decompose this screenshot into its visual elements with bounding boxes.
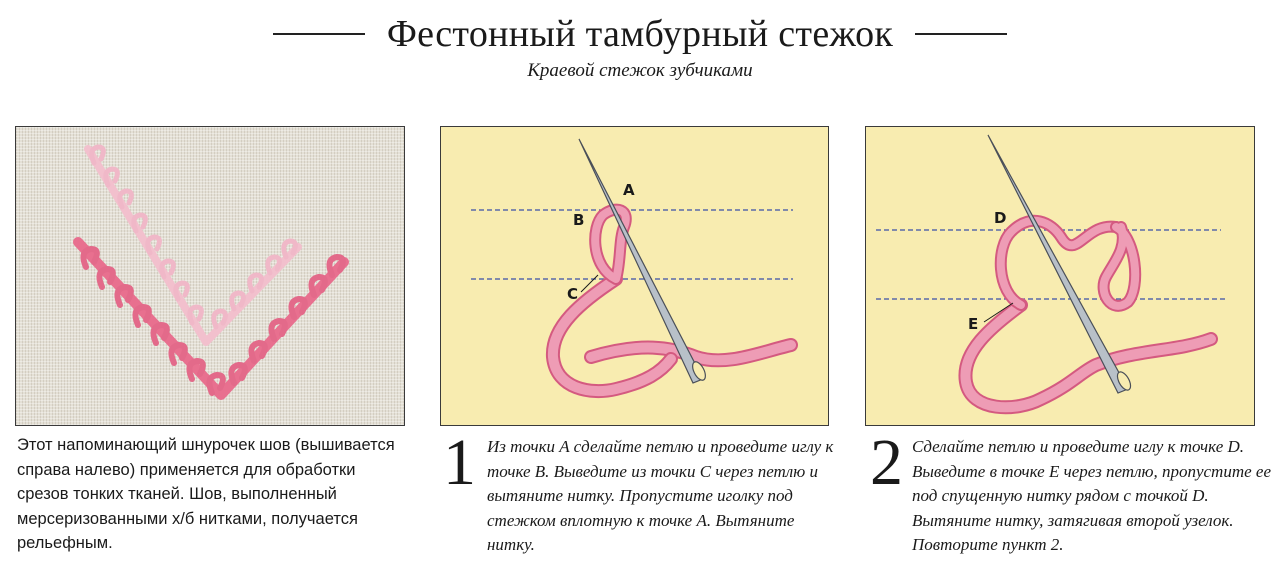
step1-diagram-image <box>441 127 829 426</box>
embroidery-photo-image <box>16 127 405 426</box>
step1-diagram <box>440 126 829 426</box>
step-number: 2 <box>870 426 903 499</box>
page-title: Фестонный тамбурный стежок <box>386 13 894 55</box>
embroidery-photo <box>15 126 405 426</box>
step2-diagram <box>865 126 1255 426</box>
title-rule-left <box>273 33 365 35</box>
thread <box>553 210 791 391</box>
photo-description: Этот напоминающий шнурочек шов (вышивается справа налево) применяется для обработки срезов тонких тканей. Шов, выполненный мерсеризованными х/б нитками, получается рельефным. <box>17 436 395 552</box>
title-rule-right <box>915 33 1007 35</box>
point-label-c: C <box>567 285 579 303</box>
light-stitch-loops <box>92 147 296 327</box>
point-label-a: A <box>623 181 635 199</box>
title-row <box>0 10 1280 58</box>
step-number: 1 <box>443 426 476 499</box>
point-label-e: E <box>968 315 979 333</box>
step-text: Сделайте петлю и проведите иглу к точке D. Выведите в точке E через петлю, пропустите ее под спущенную нитку рядом с точкой D. Вытяните нитку, затягивая второй узелок. Повторите пункт 2. <box>912 437 1271 554</box>
thread <box>965 221 1211 407</box>
point-label-b: B <box>573 211 585 229</box>
step-text: Из точки A сделайте петлю и проведите иглу к точке B. Выведите из точки C через петлю и вытяните нитку. Пропустите иголку под стежком вплотную к точке A. Вытяните нитку. <box>487 437 834 554</box>
page-subtitle: Краевой стежок зубчиками <box>527 60 753 81</box>
point-label-d: D <box>994 209 1007 227</box>
step2-diagram-image <box>866 127 1255 426</box>
